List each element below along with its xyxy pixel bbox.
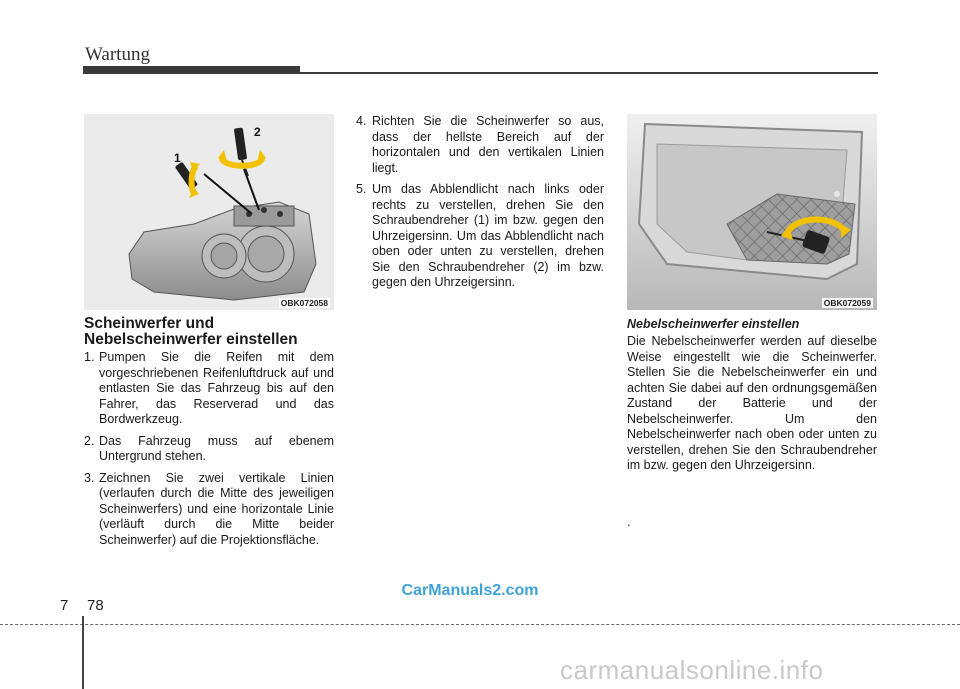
section-heading: Scheinwerfer und Nebelscheinwerfer einstellen bbox=[84, 315, 298, 348]
list-item: 3. Zeichnen Sie zwei vertikale Linien (verlaufen durch die Mitte des jeweiligen Scheinwerfers) und eine horizontale Linie (verläuft durch die Mitte beider Scheinwerfer) auf die Projektionsfläche. bbox=[84, 470, 334, 547]
header-rule bbox=[83, 72, 878, 74]
callout-1: 1 bbox=[174, 151, 181, 165]
headlamp-illustration bbox=[84, 114, 334, 310]
page-number: 78 bbox=[87, 597, 104, 614]
list-item: 5. Um das Abblendlicht nach links oder rechts zu verstellen, drehen Sie den Schraubendreher (1) im bzw. gegen den Uhrzeigersinn. Um das Abblendlicht nach oben oder unten zu verstellen, drehen Sie den Schraubendreher (2) im bzw. gegen den Uhrzeigersinn. bbox=[356, 182, 604, 289]
chapter-number: 7 bbox=[60, 597, 69, 614]
trailing-dot: . bbox=[627, 515, 631, 529]
steps-list-left bbox=[84, 350, 334, 554]
list-item: 1. Pumpen Sie die Reifen mit dem vorgeschriebenen Reifenluftdruck auf und entlasten Sie das Fahrzeug bis auf den Fahrer, das Reserverad und das Bordwerkzeug. bbox=[84, 350, 334, 426]
watermark-bottom: carmanualsonline.info bbox=[560, 655, 824, 685]
steps-list-middle bbox=[356, 114, 604, 297]
footer-rule bbox=[0, 624, 960, 625]
figure-code: OBK072059 bbox=[823, 298, 871, 308]
section-title: Wartung bbox=[85, 44, 150, 65]
figure-code: OBK072058 bbox=[280, 298, 328, 308]
callout-2: 2 bbox=[254, 125, 261, 139]
list-item: 4. Richten Sie die Scheinwerfer so aus, dass der hellste Bereich auf der horizontalen und den vertikalen Linien liegt. bbox=[356, 114, 604, 175]
watermark-link[interactable]: CarManuals2.com bbox=[401, 582, 539, 599]
footer-divider bbox=[82, 616, 84, 689]
subsection-title: Nebelscheinwerfer einstellen bbox=[627, 317, 800, 331]
foglamp-illustration bbox=[627, 114, 877, 310]
fog-paragraph: Die Nebelscheinwerfer werden auf dieselbe Weise eingestellt wie die Scheinwerfer. Stellen Sie die Nebelscheinwerfer ein und achten Sie dabei auf den ordnungsgemäßen Zustand der Batterie und der Nebelscheinwerfer. Um den Nebelscheinwerfer nach oben oder unten zu verstellen, drehen Sie den Schraubendreher im bzw. gegen den Uhrzeigersinn. bbox=[627, 334, 877, 472]
list-item: 2. Das Fahrzeug muss auf ebenem Untergrund stehen. bbox=[84, 433, 334, 463]
headlamp-figure bbox=[84, 114, 334, 310]
foglamp-figure bbox=[627, 114, 877, 310]
